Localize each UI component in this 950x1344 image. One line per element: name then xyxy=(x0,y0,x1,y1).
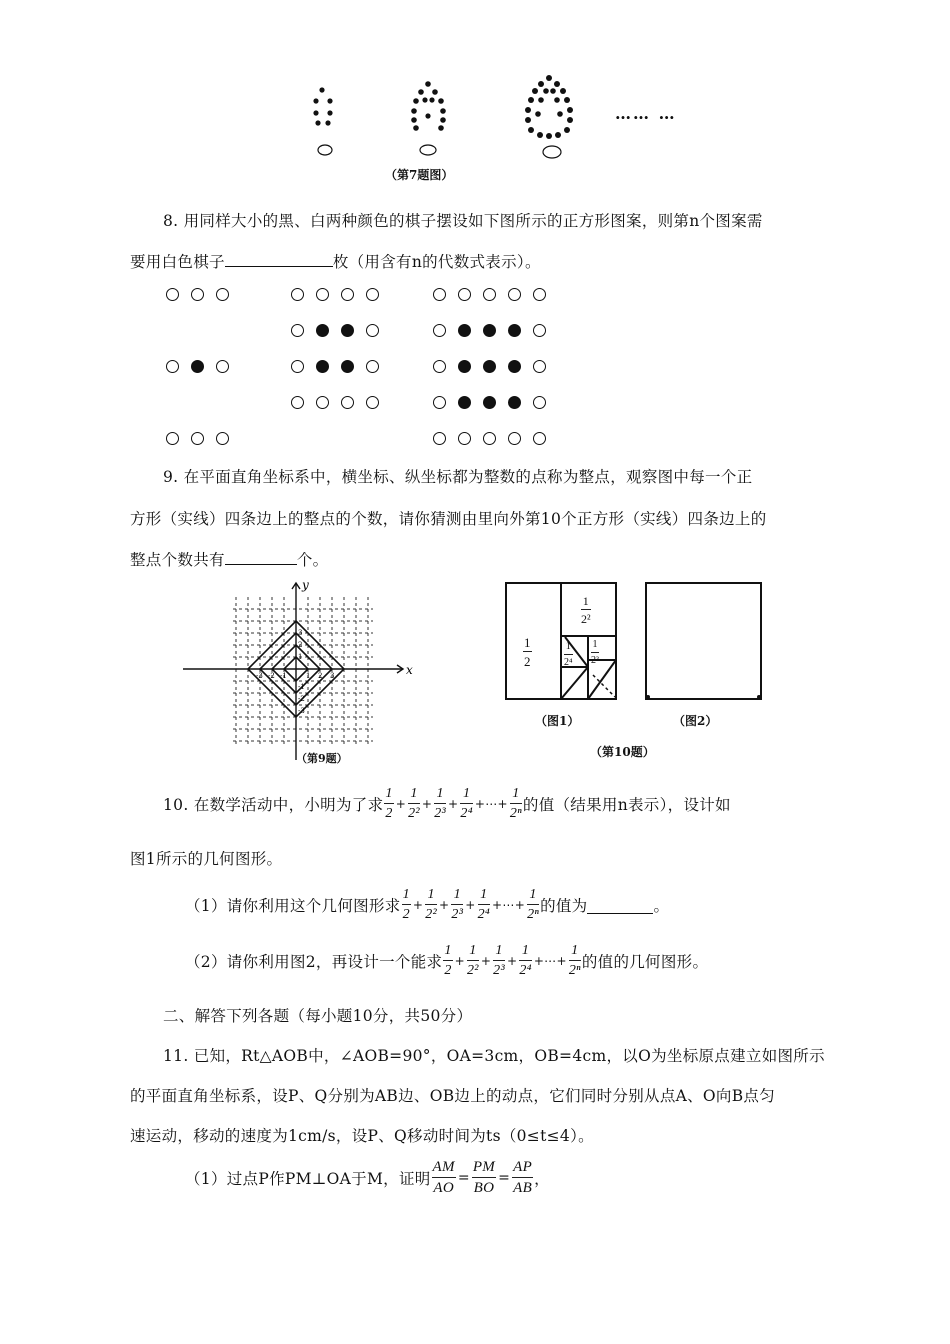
fig10-quarter-label: $\frac{1}{\text{2²}}$ xyxy=(581,594,591,626)
fig9-axis-x: x xyxy=(406,663,413,677)
q9-line3-prefix: 整点个数共有 xyxy=(130,551,225,569)
stone-white xyxy=(291,324,304,337)
ratio-pm-bo: $\frac{PM}{BO}$ xyxy=(472,1159,496,1196)
q9-line1: 9. 在平面直角坐标系中，横坐标、纵坐标都为整数的点称为整点，观察图中每一个正 xyxy=(163,468,753,486)
q8-stone-figures xyxy=(160,284,560,449)
stone-white xyxy=(533,432,546,445)
q10-intro-suffix: 的值（结果用n表示），设计如 xyxy=(522,796,731,814)
q8-line2-suffix: 枚（用含有n的代数式表示）。 xyxy=(332,253,541,271)
stone-black xyxy=(316,324,329,337)
q10-intro xyxy=(163,787,731,821)
stone-white xyxy=(433,432,446,445)
fig10-diagrams xyxy=(495,575,775,705)
q9-line3-suffix: 个。 xyxy=(296,551,329,569)
fig7-ellipsis: …… … xyxy=(615,104,677,123)
stone-black xyxy=(483,360,496,373)
plus-sign: + xyxy=(454,954,465,968)
q10-part1-end: 。 xyxy=(653,897,670,915)
sum-term: $\frac{1}{\text{2²}}$ xyxy=(425,887,438,922)
q10-intro-prefix: 10. 在数学活动中，小明为了求 xyxy=(163,796,384,814)
fig9-tick-label: -3 xyxy=(298,707,305,715)
q11-line2: 的平面直角坐标系，设P、Q分别为AB边、OB边上的动点，它们同时分别从点A、O向B点匀 xyxy=(130,1087,776,1105)
fig9-tick-label: -2 xyxy=(298,695,305,703)
sum-term: $\frac{1}{\text{2⁴}}$ xyxy=(519,943,532,978)
fig9-grid-diagram xyxy=(178,575,418,770)
fig7-caption: （第7题图） xyxy=(385,168,454,182)
stone-white xyxy=(433,324,446,337)
stone-black xyxy=(483,324,496,337)
q8-line1: 8. 用同样大小的黑、白两种颜色的棋子摆设如下图所示的正方形图案，则第n个图案需 xyxy=(163,212,763,230)
stone-white xyxy=(291,396,304,409)
ratio-am-ao: $\frac{AM}{AO}$ xyxy=(432,1159,455,1196)
stone-white xyxy=(291,360,304,373)
fig10-caption: （第10题） xyxy=(590,745,655,759)
ellipsis-sign: +⋯+ xyxy=(474,797,508,811)
stone-white xyxy=(216,360,229,373)
q10-part2 xyxy=(185,944,708,978)
plus-sign: + xyxy=(465,898,476,912)
q8-line2 xyxy=(130,250,541,272)
stone-white xyxy=(483,432,496,445)
fig9-figure xyxy=(178,575,418,770)
stone-black xyxy=(191,360,204,373)
fig9-tick-label: 1 xyxy=(306,672,311,680)
q9-line3 xyxy=(130,548,328,570)
stone-white xyxy=(341,396,354,409)
plus-sign: + xyxy=(421,797,433,811)
stone-white xyxy=(533,324,546,337)
stone-white xyxy=(316,396,329,409)
sum-term: $\frac{1}{\text{2ⁿ}}$ xyxy=(568,943,581,978)
stone-black xyxy=(458,324,471,337)
q8-answer-blank[interactable] xyxy=(225,250,333,267)
stone-white xyxy=(166,288,179,301)
equals-sign: = xyxy=(457,1170,470,1186)
stone-black xyxy=(508,360,521,373)
stone-white xyxy=(433,288,446,301)
sum-term: $\frac{1}{\text{2³}}$ xyxy=(434,786,447,821)
ratio-ap-ab: $\frac{AP}{AB}$ xyxy=(513,1159,533,1196)
fig10-eighth-label: $\frac{1}{\text{2³}}$ xyxy=(591,639,599,666)
plus-sign: + xyxy=(506,954,518,968)
stone-white xyxy=(166,360,179,373)
q9-line2: 方形（实线）四条边上的整点的个数，请你猜测由里向外第10个正方形（实线）四条边上的 xyxy=(130,510,767,528)
stone-white xyxy=(316,288,329,301)
sum-term: $\frac{1}{2}$ xyxy=(402,887,410,922)
sum-term: $\frac{1}{\text{2²}}$ xyxy=(408,786,420,821)
fig10-fig2-caption: （图2） xyxy=(673,714,718,728)
ellipsis-sign: +⋯+ xyxy=(533,954,567,968)
stone-white xyxy=(366,396,379,409)
fig9-tick-label: 1 xyxy=(298,653,303,661)
q10-answer-blank[interactable] xyxy=(587,897,653,914)
fig9-tick-label: -1 xyxy=(298,683,305,691)
q11-part1-end: ， xyxy=(534,1170,550,1188)
stone-white xyxy=(433,360,446,373)
stone-white xyxy=(433,396,446,409)
sum-term: $\frac{1}{\text{2⁴}}$ xyxy=(477,887,491,922)
stone-black xyxy=(458,360,471,373)
ellipsis-sign: +⋯+ xyxy=(492,898,526,912)
q11-part1-prefix: （1）过点P作PM⊥OA于M，证明 xyxy=(185,1170,431,1188)
stone-black xyxy=(508,396,521,409)
fig9-caption: （第9题） xyxy=(296,752,348,765)
fig9-tick-label: -1 xyxy=(280,672,287,680)
q10-part1-mid: 的值为 xyxy=(540,897,588,915)
stone-white xyxy=(166,432,179,445)
stone-black xyxy=(341,324,354,337)
q11-part1 xyxy=(185,1160,550,1196)
stone-white xyxy=(191,432,204,445)
sum-term: $\frac{1}{\text{2²}}$ xyxy=(467,943,479,978)
section2-title: 二、解答下列各题（每小题10分，共50分） xyxy=(163,1007,473,1025)
stone-white xyxy=(458,288,471,301)
stone-black xyxy=(508,324,521,337)
sum-term: $\frac{1}{\text{2⁴}}$ xyxy=(460,786,473,821)
stone-white xyxy=(458,432,471,445)
stone-white xyxy=(533,396,546,409)
fig7-dot-patterns xyxy=(295,70,695,190)
fig10-figure xyxy=(495,575,775,775)
stone-white xyxy=(533,360,546,373)
sum-term: $\frac{1}{2}$ xyxy=(385,786,393,821)
q10-part2-prefix: （2）请你利用图2，再设计一个能求 xyxy=(185,953,443,971)
q10-part1 xyxy=(185,888,669,922)
stone-white xyxy=(508,288,521,301)
q10-line2: 图1所示的几何图形。 xyxy=(130,850,283,868)
sum-term: $\frac{1}{\text{2³}}$ xyxy=(451,887,464,922)
fig10-half-label: $\frac{1}{2}$ xyxy=(524,635,531,669)
plus-sign: + xyxy=(412,898,424,912)
stone-white xyxy=(508,432,521,445)
fig10-fig1-caption: （图1） xyxy=(535,714,580,728)
plus-sign: + xyxy=(480,954,492,968)
fig9-axis-y: y xyxy=(302,578,309,592)
stone-black xyxy=(341,360,354,373)
stone-black xyxy=(458,396,471,409)
stone-white xyxy=(366,324,379,337)
stone-white xyxy=(191,288,204,301)
fig9-tick-label: 3 xyxy=(298,629,303,637)
sum-term: $\frac{1}{\text{2ⁿ}}$ xyxy=(527,887,540,922)
fig7-figure xyxy=(295,70,695,190)
stone-white xyxy=(341,288,354,301)
fig9-tick-label: -2 xyxy=(268,672,275,680)
equals-sign: = xyxy=(498,1170,511,1186)
stone-black xyxy=(483,396,496,409)
sum-term: $\frac{1}{\text{2ⁿ}}$ xyxy=(509,786,522,821)
plus-sign: + xyxy=(439,898,450,912)
fig10-sixteenth-label: $\frac{1}{\text{2⁴}}$ xyxy=(564,641,573,668)
stone-white xyxy=(366,360,379,373)
sum-term: $\frac{1}{2}$ xyxy=(444,943,452,978)
stone-white xyxy=(216,288,229,301)
fig9-tick-label: 3 xyxy=(330,672,335,680)
fig9-tick-label: 2 xyxy=(318,672,323,680)
stone-white xyxy=(291,288,304,301)
stone-white xyxy=(533,288,546,301)
stone-black xyxy=(316,360,329,373)
q8-line2-prefix: 要用白色棋子 xyxy=(130,253,225,271)
stone-white xyxy=(216,432,229,445)
q11-line1: 11. 已知，Rt△AOB中，∠AOB=90°，OA=3cm，OB=4cm，以O为坐标原点建立如图所示 xyxy=(163,1047,825,1065)
q10-part2-suffix: 的值的几何图形。 xyxy=(581,953,709,971)
fig9-tick-label: -3 xyxy=(256,672,263,680)
plus-sign: + xyxy=(395,797,407,811)
sum-term: $\frac{1}{\text{2³}}$ xyxy=(493,943,505,978)
fig9-tick-label: 2 xyxy=(298,641,303,649)
q11-line3: 速运动，移动的速度为1cm/s，设P、Q移动时间为ts（0≤t≤4）。 xyxy=(130,1127,594,1145)
stone-white xyxy=(366,288,379,301)
q10-part1-prefix: （1）请你利用这个几何图形求 xyxy=(185,897,401,915)
stone-white xyxy=(483,288,496,301)
q9-answer-blank[interactable] xyxy=(225,548,297,565)
plus-sign: + xyxy=(448,797,459,811)
